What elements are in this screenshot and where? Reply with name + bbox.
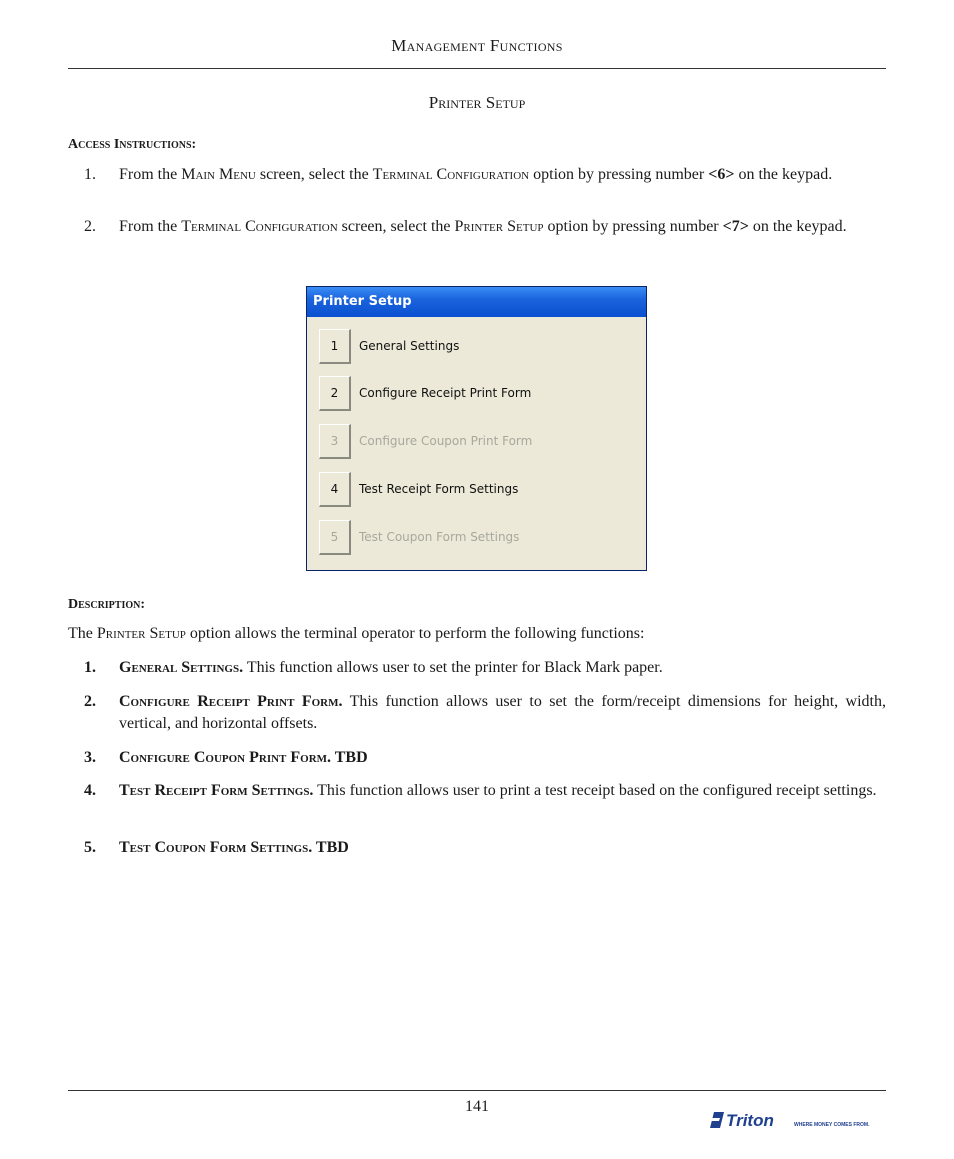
description-item-2: [68, 691, 886, 735]
access-step-1: [68, 164, 886, 186]
page-number: 141: [465, 1098, 489, 1115]
description-item-4: [68, 780, 886, 802]
option-test-coupon-form-settings: [319, 520, 639, 556]
option-key-button: 5: [319, 520, 351, 555]
item-text: Test Receipt Form Settings. This function allows user to print a test receipt based on the configured receipt settings.: [119, 782, 877, 799]
item-number: 1.: [84, 659, 96, 676]
option-label: Test Receipt Form Settings: [359, 482, 519, 496]
triton-logo-mark-icon: [710, 1112, 724, 1128]
option-label: Test Coupon Form Settings: [359, 530, 520, 544]
dialog-title-bar: Printer Setup: [307, 287, 646, 317]
option-key-button: 3: [319, 424, 351, 459]
running-header: Management Functions: [391, 36, 563, 55]
option-configure-coupon-print-form: [319, 424, 639, 460]
option-key-button[interactable]: 2: [319, 376, 351, 411]
option-label: General Settings: [359, 339, 460, 353]
option-test-receipt-form-settings[interactable]: [319, 472, 639, 508]
section-title: Printer Setup: [428, 93, 526, 112]
item-number: 3.: [84, 749, 96, 766]
footer-rule: [68, 1090, 886, 1091]
logo-tagline: WHERE MONEY COMES FROM.: [794, 1122, 870, 1128]
item-text: Configure Receipt Print Form. This function allows user to set the form/receipt dimensions for height, width, vertical, and horizontal offsets.: [119, 693, 886, 732]
option-label: Configure Coupon Print Form: [359, 434, 533, 448]
description-heading: Description:: [68, 597, 146, 612]
step-number: 1.: [84, 166, 96, 183]
access-step-2: [68, 216, 886, 238]
item-number: 2.: [84, 693, 96, 710]
option-key-button[interactable]: 4: [319, 472, 351, 507]
item-number: 5.: [84, 839, 96, 856]
item-text: General Settings. This function allows user to set the printer for Black Mark paper.: [119, 659, 663, 676]
printer-setup-dialog: [306, 286, 647, 571]
option-general-settings[interactable]: [319, 329, 639, 365]
item-number: 4.: [84, 782, 96, 799]
item-text: Configure Coupon Print Form. TBD: [119, 749, 368, 766]
option-configure-receipt-print-form[interactable]: [319, 376, 639, 412]
option-label: Configure Receipt Print Form: [359, 386, 532, 400]
header-rule: [68, 68, 886, 69]
step-text: From the Terminal Configuration screen, select the Printer Setup option by pressing number <7> on the keypad.: [119, 218, 847, 235]
description-item-5: [68, 837, 886, 859]
option-key-button[interactable]: 1: [319, 329, 351, 364]
logo-wordmark: Triton: [726, 1111, 774, 1130]
item-text: Test Coupon Form Settings. TBD: [119, 839, 349, 856]
description-item-1: [68, 657, 886, 679]
description-item-3: [68, 747, 886, 769]
step-number: 2.: [84, 218, 96, 235]
step-text: From the Main Menu screen, select the Terminal Configuration option by pressing number <6> on the keypad.: [119, 166, 833, 183]
access-instructions-heading: Access Instructions:: [68, 137, 197, 152]
description-intro: The Printer Setup option allows the terminal operator to perform the following functions:: [68, 625, 645, 642]
triton-logo: [710, 1108, 880, 1132]
